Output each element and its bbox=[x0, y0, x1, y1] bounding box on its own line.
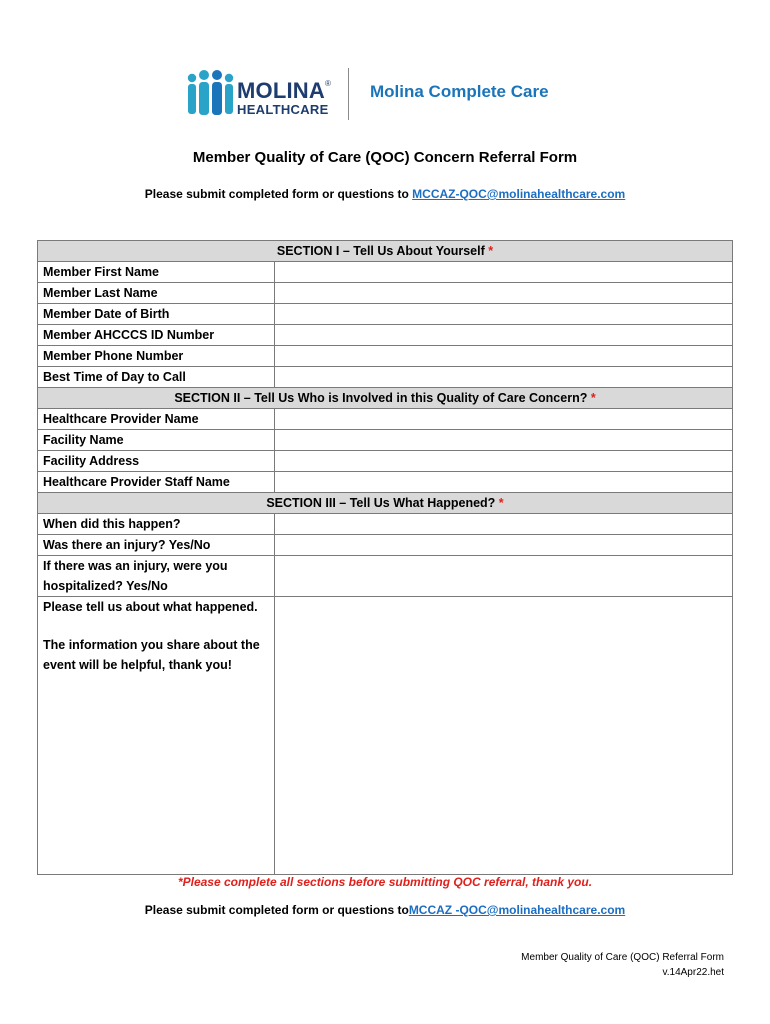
brand-subname: HEALTHCARE bbox=[237, 102, 329, 117]
email-link[interactable]: MCCAZ-QOC@molinahealthcare.com bbox=[412, 187, 626, 201]
form-row bbox=[38, 262, 733, 283]
submit-instructions-top bbox=[0, 187, 770, 201]
member-dob-input[interactable] bbox=[275, 304, 733, 325]
section-header-3 bbox=[38, 493, 733, 514]
member-phone-input[interactable] bbox=[275, 346, 733, 367]
form-row bbox=[38, 556, 733, 597]
form-row bbox=[38, 346, 733, 367]
field-label: Member Last Name bbox=[38, 283, 275, 304]
member-first-name-input[interactable] bbox=[275, 262, 733, 283]
document-name: Member Quality of Care (QOC) Referral Form bbox=[521, 952, 724, 963]
event-description-textarea[interactable] bbox=[275, 597, 733, 875]
form-row bbox=[38, 409, 733, 430]
form-row bbox=[38, 325, 733, 346]
form-row bbox=[38, 304, 733, 325]
document-footer bbox=[521, 950, 724, 980]
form-row bbox=[38, 514, 733, 535]
field-label: Member First Name bbox=[38, 262, 275, 283]
section-header-2 bbox=[38, 388, 733, 409]
required-marker: * bbox=[587, 391, 596, 405]
hospitalized-input[interactable] bbox=[275, 556, 733, 597]
submit-text: Please submit completed form or questions to bbox=[144, 903, 409, 917]
narrative-prompt: Please tell us about what happened. bbox=[43, 600, 258, 614]
field-label: Member Date of Birth bbox=[38, 304, 275, 325]
form-row bbox=[38, 430, 733, 451]
page-title: Member Quality of Care (QOC) Concern Referral Form bbox=[192, 149, 578, 166]
section-title: SECTION II – Tell Us Who is Involved in this Quality of Care Concern? bbox=[174, 391, 588, 405]
registered-mark: ® bbox=[324, 79, 331, 88]
facility-name-input[interactable] bbox=[275, 430, 733, 451]
narrative-label bbox=[38, 597, 275, 875]
email-link[interactable]: MCCAZ -QOC@molinahealthcare.com bbox=[408, 903, 626, 917]
member-ahcccs-id-input[interactable] bbox=[275, 325, 733, 346]
provider-name-input[interactable] bbox=[275, 409, 733, 430]
section-title: SECTION I – Tell Us About Yourself bbox=[276, 244, 485, 258]
form-row bbox=[38, 451, 733, 472]
form-row bbox=[38, 597, 733, 875]
product-name: Molina Complete Care bbox=[370, 82, 549, 101]
facility-address-input[interactable] bbox=[275, 451, 733, 472]
form-row bbox=[38, 367, 733, 388]
completion-warning: *Please complete all sections before submitting QOC referral, thank you. bbox=[177, 875, 593, 889]
member-last-name-input[interactable] bbox=[275, 283, 733, 304]
field-label: Was there an injury? Yes/No bbox=[38, 535, 275, 556]
logo-divider bbox=[348, 68, 349, 120]
required-marker: * bbox=[484, 244, 494, 258]
submit-text: Please submit completed form or questions to bbox=[144, 187, 413, 201]
injury-input[interactable] bbox=[275, 535, 733, 556]
field-label: If there was an injury, were you hospitalized? Yes/No bbox=[38, 556, 275, 597]
field-label: When did this happen? bbox=[38, 514, 275, 535]
section-header-1 bbox=[38, 241, 733, 262]
field-label: Healthcare Provider Name bbox=[38, 409, 275, 430]
form-row bbox=[38, 472, 733, 493]
brand-name: MOLINA bbox=[237, 78, 325, 103]
document-version: v.14Apr22.het bbox=[662, 967, 724, 978]
narrative-note: The information you share about the event will be helpful, thank you! bbox=[43, 638, 260, 672]
field-label: Best Time of Day to Call bbox=[38, 367, 275, 388]
field-label: Facility Name bbox=[38, 430, 275, 451]
best-time-input[interactable] bbox=[275, 367, 733, 388]
provider-staff-name-input[interactable] bbox=[275, 472, 733, 493]
field-label: Member AHCCCS ID Number bbox=[38, 325, 275, 346]
required-marker: * bbox=[495, 496, 504, 510]
referral-form-table bbox=[37, 240, 733, 875]
form-row bbox=[38, 535, 733, 556]
people-icon bbox=[185, 69, 235, 119]
field-label: Healthcare Provider Staff Name bbox=[38, 472, 275, 493]
when-happened-input[interactable] bbox=[275, 514, 733, 535]
form-row bbox=[38, 283, 733, 304]
field-label: Member Phone Number bbox=[38, 346, 275, 367]
submit-instructions-bottom bbox=[0, 903, 770, 917]
field-label: Facility Address bbox=[38, 451, 275, 472]
section-title: SECTION III – Tell Us What Happened? bbox=[266, 496, 496, 510]
